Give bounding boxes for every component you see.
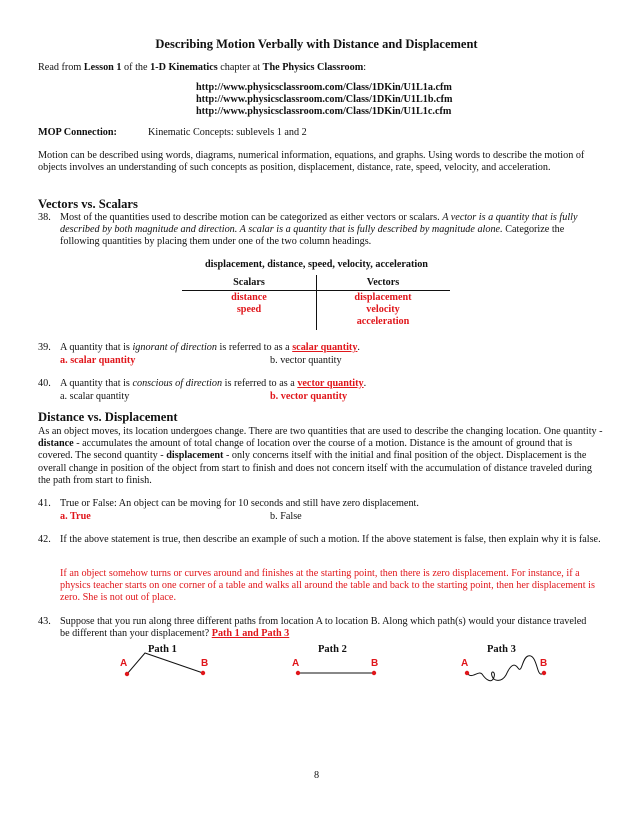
url-link[interactable]: http://www.physicsclassroom.com/Class/1DKin/U1L1b.cfm — [196, 94, 453, 106]
option-b: b. vector quantity — [270, 355, 342, 366]
url-link[interactable]: http://www.physicsclassroom.com/Class/1DKin/U1L1a.cfm — [196, 82, 452, 93]
point-a-label: A — [120, 658, 128, 669]
section-heading-vectors-scalars: Vectors vs. Scalars — [38, 197, 138, 211]
chapter-name: 1-D Kinematics — [150, 62, 218, 73]
answer-text: If an object somehow turns or curves around and finishes at the starting point, then there is zero displacement. For instance, if a physics teacher starts on one corner of a table and walks all around the table and back to the starting point, then her displacement is zero. She is not out of place. — [60, 568, 595, 604]
question-number: 41. — [38, 498, 51, 509]
point-a-marker — [125, 672, 129, 676]
path-1-diagram — [120, 644, 208, 676]
point-b-marker — [201, 671, 205, 675]
path-1-line — [127, 653, 203, 674]
mop-label: MOP Connection: — [38, 127, 117, 138]
point-b-label: B — [540, 658, 548, 669]
url-list — [196, 82, 453, 119]
option-b: b. vector quantity — [270, 391, 348, 402]
path-3-line — [467, 656, 544, 681]
question-number: 39. — [38, 342, 51, 353]
url-link[interactable]: http://www.physicsclassroom.com/Class/1DKin/U1L1c.cfm — [196, 106, 452, 118]
site-name: The Physics Classroom — [262, 62, 364, 73]
vector-answer: acceleration — [356, 316, 410, 328]
question-number: 38. — [38, 212, 51, 223]
path-label: Path 3 — [487, 644, 516, 655]
point-b-label: B — [201, 658, 209, 669]
question-number: 42. — [38, 534, 51, 545]
point-a-label: A — [292, 658, 300, 669]
point-a-label: A — [461, 658, 469, 669]
answer-text: scalar quantity — [292, 342, 358, 353]
answer-text: Path 1 and Path 3 — [211, 628, 290, 640]
option-a: a. scalar quantity — [60, 391, 130, 402]
mop-value: Kinematic Concepts: sublevels 1 and 2 — [148, 127, 307, 138]
vectors-scalars-table — [182, 275, 450, 330]
read-from-text: Read from — [38, 62, 82, 73]
paths-diagram — [110, 640, 560, 690]
point-a-marker — [465, 671, 469, 675]
motion-paragraph: Motion can be described using words, diagrams, numerical information, equations, and graphs. Using words to describe the motion of objects involves an understanding of such concepts as position, displacement, distance, rate, speed, velocity, and acceleration. — [38, 150, 585, 174]
path-3-diagram — [461, 644, 547, 681]
answer-text: vector quantity — [297, 378, 364, 389]
path-label: Path 2 — [318, 644, 347, 655]
point-b-marker — [542, 671, 546, 675]
path-2-diagram — [292, 644, 378, 675]
section-heading-distance-displacement: Distance vs. Displacement — [38, 410, 178, 424]
point-a-marker — [296, 671, 300, 675]
chapter-at-text: chapter at — [220, 62, 261, 73]
question-42-text: If the above statement is true, then describe an example of such a motion. If the above statement is false, then explain why it is false. — [60, 534, 601, 545]
scalars-answers — [182, 292, 316, 316]
point-b-marker — [372, 671, 376, 675]
option-a: a. True — [60, 511, 91, 522]
vector-answer: velocity — [366, 304, 400, 316]
lesson-name: Lesson 1 — [83, 62, 122, 73]
quantities-list: displacement, distance, speed, velocity, acceleration — [205, 259, 428, 270]
column-header-vectors: Vectors — [366, 277, 400, 288]
of-the-text: of the — [124, 62, 148, 73]
page-title: Describing Motion Verbally with Distance and Displacement — [155, 37, 478, 51]
question-38-text: Most of the quantities used to describe motion can be categorized as either vectors or scalars. A vector is a quantity that is fully described by both magnitude and direction. A scalar is a quantity that is fully described by magnitude alone. Categorize the following quantities by placing them under one of the two column headings. — [60, 212, 578, 248]
question-number: 40. — [38, 378, 51, 389]
column-header-scalars: Scalars — [233, 277, 265, 288]
scalar-answer: speed — [236, 304, 262, 316]
question-39-text: A quantity that is ignorant of direction is referred to as a scalar quantity. — [60, 342, 360, 353]
point-b-label: B — [371, 658, 379, 669]
question-41-text: True or False: An object can be moving for 10 seconds and still have zero displacement. — [60, 498, 419, 509]
page-number: 8 — [313, 770, 320, 781]
path-label: Path 1 — [148, 644, 177, 655]
question-number: 43. — [38, 616, 51, 627]
vector-answer: displacement — [354, 292, 412, 303]
option-a: a. scalar quantity — [60, 355, 136, 366]
scalar-answer: distance — [231, 292, 267, 303]
vectors-answers — [316, 292, 450, 329]
question-43-text: Suppose that you run along three different paths from location A to location B. Along which path(s) would your distance traveled be different than your displacement? Path 1 and Path 3 — [60, 616, 587, 640]
distance-displacement-paragraph: As an object moves, its location undergoes change. There are two quantities that are used to describe the changing location. One quantity - distance - accumulates the amount of total change of location over the course of a motion. Distance is the amount of ground that is covered. The second quantity - displacement - only concerns itself with the initial and final position of the object. Displacement is the overall change in position of the object from start to finish and does not concern itself with the accumulation of distance traveled during the path from start to finish. — [38, 426, 603, 486]
reading-assignment: Read from Lesson 1 of the 1-D Kinematics chapter at The Physics Classroom: — [38, 62, 367, 73]
question-40-text: A quantity that is conscious of direction is referred to as a vector quantity. — [60, 378, 367, 389]
option-b: b. False — [270, 511, 302, 522]
